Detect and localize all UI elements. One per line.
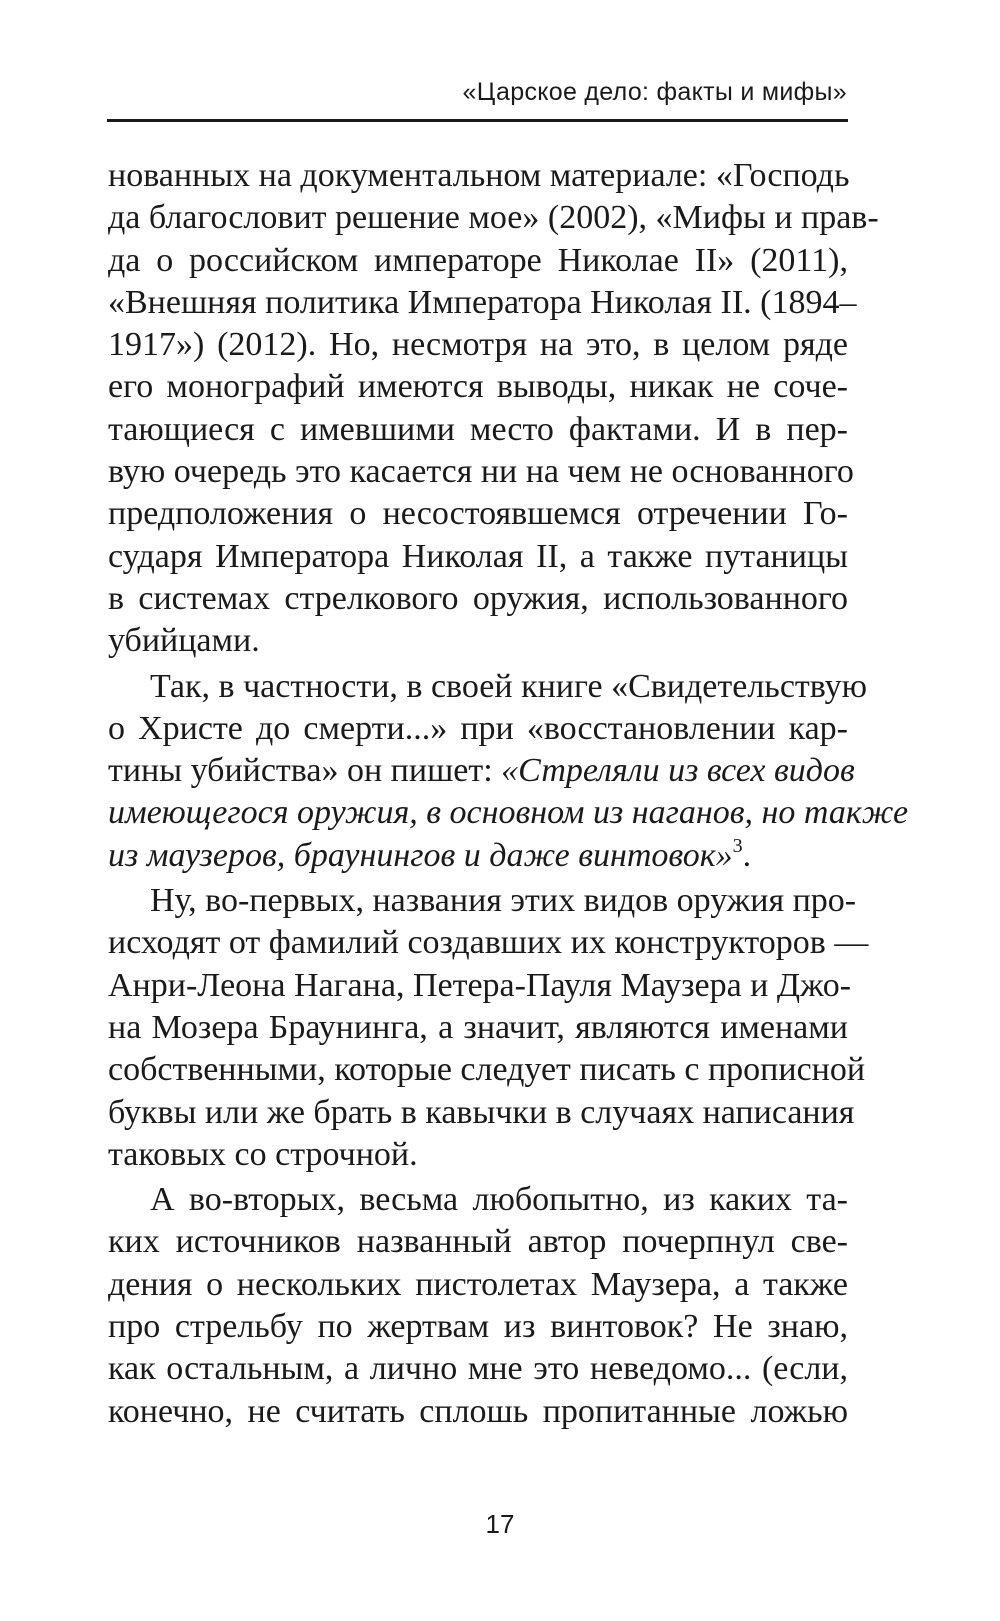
text-line: исходят от фамилий создавших их конструкторов — <box>108 924 869 962</box>
text-line: тающиеся с имевшими место фактами. И в пер- <box>108 410 848 448</box>
quote-italic-line: имеющегося оружия, в основном из наганов, но также <box>108 794 909 832</box>
text-line: таковых со строчной. <box>108 1135 418 1173</box>
text-line: о Христе до смерти...» при «восстановлении кар- <box>108 709 848 747</box>
paragraph-3 <box>108 880 869 1176</box>
text-line: убийцами. <box>108 622 260 660</box>
quote-italic: из маузеров, браунингов и даже винтовок» <box>108 836 733 874</box>
text-line: Ну, во-первых, названия этих видов оружия про- <box>150 882 857 920</box>
text-line: ких источников названный автор почерпнул све- <box>108 1223 848 1261</box>
body-text <box>108 155 909 1433</box>
paragraph-4 <box>108 1179 848 1433</box>
header-rule <box>107 119 848 122</box>
text-line: А во-вторых, весьма любопытно, из каких та- <box>150 1181 848 1219</box>
running-head-title: «Царское дело: факты и мифы» <box>462 78 847 106</box>
text-line: Анри-Леона Нагана, Петера-Пауля Маузера и Джо- <box>108 966 852 1004</box>
text-line: как остальным, а лично мне это неведомо... (если, <box>108 1350 848 1388</box>
text-line: в системах стрелкового оружия, использованного <box>108 579 848 617</box>
text-line: про стрельбу по жертвам из винтовок? Не знаю, <box>108 1308 848 1346</box>
text-line: на Мозера Браунинга, а значит, являются именами <box>108 1008 848 1046</box>
text-line <box>108 750 855 792</box>
quote-italic: «Стреляли из всех видов <box>501 752 855 790</box>
paragraph-2 <box>108 666 909 877</box>
paragraph-1 <box>108 155 879 663</box>
text-run: . <box>742 836 752 874</box>
text-line: буквы или же брать в кавычки в случаях написания <box>108 1093 855 1131</box>
text-line: предположения о несостоявшемся отречении Го- <box>108 495 848 533</box>
text-line: да благословит решение мое» (2002), «Мифы и прав- <box>108 199 879 237</box>
text-line: сударя Императора Николая II, а также путаницы <box>108 537 848 575</box>
page-number: 17 <box>485 1509 515 1539</box>
text-line: 1917») (2012). Но, несмотря на это, в целом ряде <box>108 326 848 364</box>
text-line: Так, в частности, в своей книге «Свидетельствую <box>150 667 868 705</box>
text-line <box>108 835 848 877</box>
footnote-ref[interactable]: 3 <box>732 834 743 857</box>
text-line: да о российском императоре Николае II» (2011), <box>108 241 848 279</box>
text-line: конечно, не считать сплошь пропитанные ложью <box>108 1392 848 1430</box>
text-line: «Внешняя политика Императора Николая II. (1894– <box>108 283 857 321</box>
text-line: его монографий имеются выводы, никак не соче- <box>108 368 848 406</box>
text-line: вую очередь это касается ни на чем не основанного <box>108 453 854 491</box>
text-line: собственными, которые следует писать с прописной <box>108 1051 866 1089</box>
text-line: нованных на документальном материале: «Господь <box>108 157 850 194</box>
text-line: дения о нескольких пистолетах Маузера, а также <box>108 1265 848 1303</box>
text-run: тины убийства» он пишет: <box>108 752 502 790</box>
